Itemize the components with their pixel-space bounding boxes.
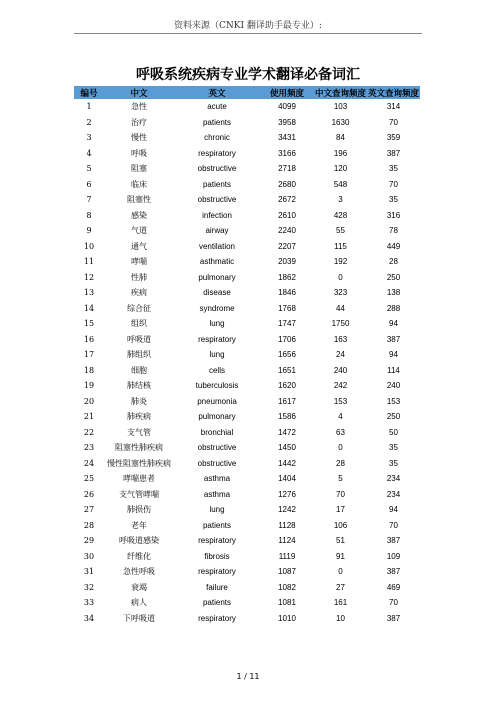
cell-chinese: 阻塞性肺疾病 [115, 443, 163, 453]
cell-chinese: 肺炎 [104, 394, 174, 410]
cell-id: 22 [74, 425, 104, 441]
cell-id: 3 [86, 133, 92, 143]
cell-english-query-frequency: 234 [367, 487, 420, 503]
cell-chinese: 病人 [131, 598, 147, 608]
cell-id: 19 [83, 381, 95, 391]
cell-id: 21 [83, 412, 95, 422]
cell-english: obstructive [197, 164, 237, 174]
cell-usage-frequency: 3431 [278, 133, 296, 143]
table-row [74, 254, 420, 270]
cell-chinese-query-frequency: 0 [338, 443, 343, 453]
cell-english-query-frequency: 114 [367, 363, 420, 379]
cell-english: patients [202, 598, 232, 608]
cell-chinese: 衰竭 [104, 580, 174, 596]
cell-usage-frequency: 3166 [260, 146, 314, 162]
cell-id: 2 [74, 115, 104, 131]
cell-chinese: 治疗 [104, 115, 174, 131]
cell-id: 7 [86, 195, 92, 205]
cell-id: 16 [74, 332, 104, 348]
cell-chinese-query-frequency: 115 [314, 239, 367, 255]
cell-usage-frequency: 1450 [278, 443, 296, 453]
cell-id: 30 [74, 549, 104, 565]
cell-english: obstructive [197, 195, 237, 205]
cell-usage-frequency: 2672 [278, 195, 296, 205]
cell-english: bronchial [174, 425, 260, 441]
table-row [74, 394, 420, 410]
table-row [74, 301, 420, 317]
cell-english: chronic [204, 133, 230, 143]
cell-chinese-query-frequency: 428 [314, 208, 367, 224]
cell-chinese: 纤维化 [104, 549, 174, 565]
cell-chinese: 支气管 [104, 425, 174, 441]
page-header: 资料来源（CNKI 翻译助手最专业）: [174, 21, 322, 31]
cell-usage-frequency: 1404 [278, 474, 296, 484]
cell-english: lung [209, 319, 225, 329]
cell-chinese-query-frequency: 163 [314, 332, 367, 348]
table-row [74, 611, 420, 627]
cell-chinese: 细胞 [104, 363, 174, 379]
table-row [74, 487, 420, 503]
cell-english-query-frequency: 250 [367, 270, 420, 286]
cell-id: 29 [83, 536, 95, 546]
cell-usage-frequency: 1242 [278, 505, 296, 515]
cell-english: asthma [174, 487, 260, 503]
cell-usage-frequency: 1124 [278, 536, 296, 546]
cell-chinese-query-frequency: 0 [314, 270, 367, 286]
cell-usage-frequency: 3958 [260, 115, 314, 131]
cell-id: 10 [74, 239, 104, 255]
cell-english-query-frequency: 78 [389, 226, 398, 236]
cell-usage-frequency: 2610 [260, 208, 314, 224]
cell-chinese: 肺损伤 [127, 505, 151, 515]
cell-id: 34 [74, 611, 104, 627]
cell-usage-frequency: 1081 [278, 598, 296, 608]
cell-chinese: 肺结核 [127, 381, 151, 391]
cell-id: 8 [74, 208, 104, 224]
cell-chinese: 慢性阻塞性肺疾病 [104, 456, 174, 472]
cell-english: disease [203, 288, 231, 298]
cell-english: airway [205, 226, 229, 236]
cell-english-query-frequency: 449 [367, 239, 420, 255]
table-row [74, 161, 420, 177]
cell-chinese: 组织 [131, 319, 147, 329]
table-row [74, 146, 420, 162]
table-row [74, 192, 420, 208]
cell-english: patients [174, 518, 260, 534]
table-row [74, 177, 420, 193]
cell-usage-frequency: 1119 [260, 549, 314, 565]
cell-english-query-frequency: 359 [386, 133, 401, 143]
cell-chinese-query-frequency: 323 [333, 288, 348, 298]
cell-chinese: 疾病 [131, 288, 147, 298]
cell-chinese-query-frequency: 1750 [331, 319, 350, 329]
column-header-english: 英文 [174, 86, 260, 99]
cell-usage-frequency: 1846 [278, 288, 296, 298]
cell-english: respiratory [174, 332, 260, 348]
cell-chinese: 老年 [104, 518, 174, 534]
cell-chinese: 下呼吸道 [104, 611, 174, 627]
cell-english: asthmatic [199, 257, 235, 267]
column-header-usage-frequency: 使用频度 [260, 86, 314, 99]
cell-chinese: 阻塞性 [127, 195, 151, 205]
cell-english-query-frequency: 387 [367, 611, 420, 627]
column-header-id: 编号 [74, 86, 104, 99]
table-row [74, 239, 420, 255]
cell-chinese: 呼吸 [104, 146, 174, 162]
cell-english-query-frequency: 70 [367, 177, 420, 193]
cell-usage-frequency: 1472 [260, 425, 314, 441]
cell-chinese: 感染 [104, 208, 174, 224]
cell-chinese: 气道 [131, 226, 147, 236]
cell-chinese: 呼吸道感染 [119, 536, 159, 546]
cell-chinese-query-frequency: 17 [336, 505, 345, 515]
table-row [74, 316, 420, 332]
cell-id: 6 [74, 177, 104, 193]
cell-chinese-query-frequency: 153 [314, 394, 367, 410]
table-row [74, 533, 420, 549]
cell-chinese: 性肺 [104, 270, 174, 286]
cell-usage-frequency: 2240 [278, 226, 296, 236]
cell-chinese: 慢性 [131, 133, 147, 143]
cell-usage-frequency: 1128 [260, 518, 314, 534]
table-row [74, 285, 420, 301]
cell-chinese: 急性 [131, 102, 147, 112]
cell-english: fibrosis [174, 549, 260, 565]
cell-usage-frequency: 1651 [260, 363, 314, 379]
table-row [74, 549, 420, 565]
table-row [74, 347, 420, 363]
cell-usage-frequency: 1747 [278, 319, 296, 329]
cell-usage-frequency: 1276 [260, 487, 314, 503]
cell-english: obstructive [174, 456, 260, 472]
cell-chinese: 急性呼吸 [123, 567, 155, 577]
cell-chinese: 哮喘患者 [123, 474, 155, 484]
cell-english-query-frequency: 314 [386, 102, 401, 112]
cell-chinese: 肺疾病 [127, 412, 151, 422]
cell-id: 24 [74, 456, 104, 472]
cell-chinese-query-frequency: 24 [336, 350, 345, 360]
table-row [74, 580, 420, 596]
cell-chinese-query-frequency: 27 [314, 580, 367, 596]
cell-chinese-query-frequency: 44 [314, 301, 367, 317]
cell-chinese-query-frequency: 196 [314, 146, 367, 162]
cell-english: patients [174, 177, 260, 193]
table-row [74, 223, 420, 239]
column-header-chinese: 中文 [104, 86, 174, 99]
cell-chinese-query-frequency: 10 [314, 611, 367, 627]
cell-english: obstructive [197, 443, 237, 453]
cell-chinese: 哮喘 [131, 257, 147, 267]
cell-usage-frequency: 1862 [260, 270, 314, 286]
table-row [74, 440, 420, 456]
cell-id: 12 [74, 270, 104, 286]
cell-usage-frequency: 1010 [260, 611, 314, 627]
cell-id: 9 [86, 226, 92, 236]
cell-chinese: 呼吸道 [104, 332, 174, 348]
cell-english-query-frequency: 35 [389, 164, 398, 174]
cell-english-query-frequency: 240 [386, 381, 401, 391]
cell-chinese: 肺组织 [127, 350, 151, 360]
cell-english-query-frequency: 234 [386, 474, 401, 484]
cell-chinese-query-frequency: 161 [333, 598, 348, 608]
cell-id: 13 [83, 288, 95, 298]
cell-english-query-frequency: 35 [367, 456, 420, 472]
cell-chinese: 阻塞 [131, 164, 147, 174]
cell-english-query-frequency: 250 [386, 412, 401, 422]
cell-english-query-frequency: 109 [367, 549, 420, 565]
cell-english: respiratory [198, 536, 236, 546]
cell-chinese-query-frequency: 120 [333, 164, 348, 174]
cell-english: cells [174, 363, 260, 379]
cell-chinese-query-frequency: 84 [336, 133, 345, 143]
table-row [74, 425, 420, 441]
cell-chinese-query-frequency: 548 [314, 177, 367, 193]
cell-id: 32 [74, 580, 104, 596]
table-header-row [74, 86, 420, 99]
cell-id: 31 [83, 567, 95, 577]
cell-english: respiratory [174, 146, 260, 162]
cell-english-query-frequency: 153 [367, 394, 420, 410]
cell-chinese-query-frequency: 91 [314, 549, 367, 565]
cell-english-query-frequency: 94 [389, 350, 398, 360]
cell-usage-frequency: 2718 [278, 164, 296, 174]
cell-english-query-frequency: 387 [386, 536, 401, 546]
cell-english: respiratory [174, 611, 260, 627]
cell-usage-frequency: 2680 [260, 177, 314, 193]
cell-id: 4 [74, 146, 104, 162]
table-row [74, 471, 420, 487]
cell-english-query-frequency: 70 [367, 115, 420, 131]
table-row [74, 378, 420, 394]
cell-chinese: 综合征 [104, 301, 174, 317]
cell-english-query-frequency: 288 [367, 301, 420, 317]
cell-chinese-query-frequency: 55 [336, 226, 345, 236]
table-row [74, 363, 420, 379]
cell-chinese: 临床 [104, 177, 174, 193]
cell-english: syndrome [174, 301, 260, 317]
cell-english: lung [209, 505, 225, 515]
cell-usage-frequency: 1656 [278, 350, 296, 360]
cell-english-query-frequency: 70 [389, 598, 398, 608]
cell-english-query-frequency: 70 [367, 518, 420, 534]
cell-chinese-query-frequency: 103 [333, 102, 348, 112]
cell-usage-frequency: 2039 [278, 257, 296, 267]
cell-english-query-frequency: 138 [386, 288, 401, 298]
table-row [74, 409, 420, 425]
cell-usage-frequency: 1768 [260, 301, 314, 317]
table-row [74, 518, 420, 534]
cell-english: pulmonary [174, 270, 260, 286]
cell-chinese-query-frequency: 3 [338, 195, 343, 205]
cell-chinese-query-frequency: 51 [336, 536, 345, 546]
cell-english-query-frequency: 387 [386, 567, 401, 577]
cell-english-query-frequency: 387 [367, 332, 420, 348]
cell-id: 1 [86, 102, 92, 112]
cell-chinese: 支气管哮喘 [104, 487, 174, 503]
cell-id: 25 [83, 474, 95, 484]
cell-id: 5 [86, 164, 92, 174]
cell-english-query-frequency: 28 [389, 257, 398, 267]
cell-chinese-query-frequency: 70 [314, 487, 367, 503]
cell-chinese-query-frequency: 0 [338, 567, 343, 577]
cell-id: 14 [74, 301, 104, 317]
cell-id: 28 [74, 518, 104, 534]
cell-id: 17 [83, 350, 95, 360]
cell-chinese-query-frequency: 240 [314, 363, 367, 379]
cell-chinese-query-frequency: 192 [333, 257, 348, 267]
page-number: 1 / 11 [236, 672, 260, 681]
table-row [74, 502, 420, 518]
cell-english-query-frequency: 50 [367, 425, 420, 441]
vocabulary-table [74, 86, 420, 626]
cell-chinese-query-frequency: 1630 [314, 115, 367, 131]
cell-english-query-frequency: 387 [367, 146, 420, 162]
cell-chinese-query-frequency: 106 [314, 518, 367, 534]
cell-usage-frequency: 1586 [278, 412, 296, 422]
cell-english: lung [209, 350, 225, 360]
cell-english-query-frequency: 469 [367, 580, 420, 596]
cell-chinese-query-frequency: 4 [338, 412, 343, 422]
table-row [74, 564, 420, 580]
cell-id: 11 [83, 257, 95, 267]
table-row [74, 332, 420, 348]
header-divider [74, 33, 422, 34]
page-title: 呼吸系统疾病专业学术翻译必备词汇 [136, 67, 360, 83]
cell-english: pneumonia [174, 394, 260, 410]
table-row [74, 99, 420, 115]
cell-english: asthma [203, 474, 231, 484]
cell-usage-frequency: 1442 [260, 456, 314, 472]
table-row [74, 208, 420, 224]
cell-english: ventilation [174, 239, 260, 255]
column-header-english-query-frequency: 英文查询频度 [367, 86, 420, 99]
cell-english-query-frequency: 94 [389, 505, 398, 515]
table-row [74, 130, 420, 146]
cell-english-query-frequency: 35 [389, 443, 398, 453]
cell-usage-frequency: 1706 [260, 332, 314, 348]
cell-id: 26 [74, 487, 104, 503]
cell-usage-frequency: 1082 [260, 580, 314, 596]
cell-id: 18 [74, 363, 104, 379]
cell-english: pulmonary [198, 412, 236, 422]
cell-english: infection [174, 208, 260, 224]
cell-usage-frequency: 1087 [278, 567, 296, 577]
table-row [74, 270, 420, 286]
cell-id: 15 [83, 319, 95, 329]
cell-english: acute [207, 102, 227, 112]
cell-english: patients [174, 115, 260, 131]
cell-english-query-frequency: 35 [389, 195, 398, 205]
column-header-chinese-query-frequency: 中文查询频度 [314, 86, 367, 99]
cell-id: 23 [83, 443, 95, 453]
cell-chinese: 通气 [104, 239, 174, 255]
table-body [74, 99, 420, 626]
cell-english: tuberculosis [195, 381, 239, 391]
cell-id: 20 [74, 394, 104, 410]
table-row [74, 595, 420, 611]
cell-chinese-query-frequency: 63 [314, 425, 367, 441]
cell-usage-frequency: 1617 [260, 394, 314, 410]
cell-chinese-query-frequency: 242 [333, 381, 348, 391]
table-row [74, 456, 420, 472]
cell-english-query-frequency: 316 [367, 208, 420, 224]
cell-usage-frequency: 2207 [260, 239, 314, 255]
table-row [74, 115, 420, 131]
cell-english: respiratory [198, 567, 236, 577]
cell-usage-frequency: 1620 [278, 381, 296, 391]
cell-english-query-frequency: 94 [389, 319, 398, 329]
cell-usage-frequency: 4099 [278, 102, 296, 112]
cell-chinese-query-frequency: 28 [314, 456, 367, 472]
cell-id: 27 [83, 505, 95, 515]
cell-chinese-query-frequency: 5 [338, 474, 343, 484]
cell-id: 33 [83, 598, 95, 608]
cell-english: failure [174, 580, 260, 596]
